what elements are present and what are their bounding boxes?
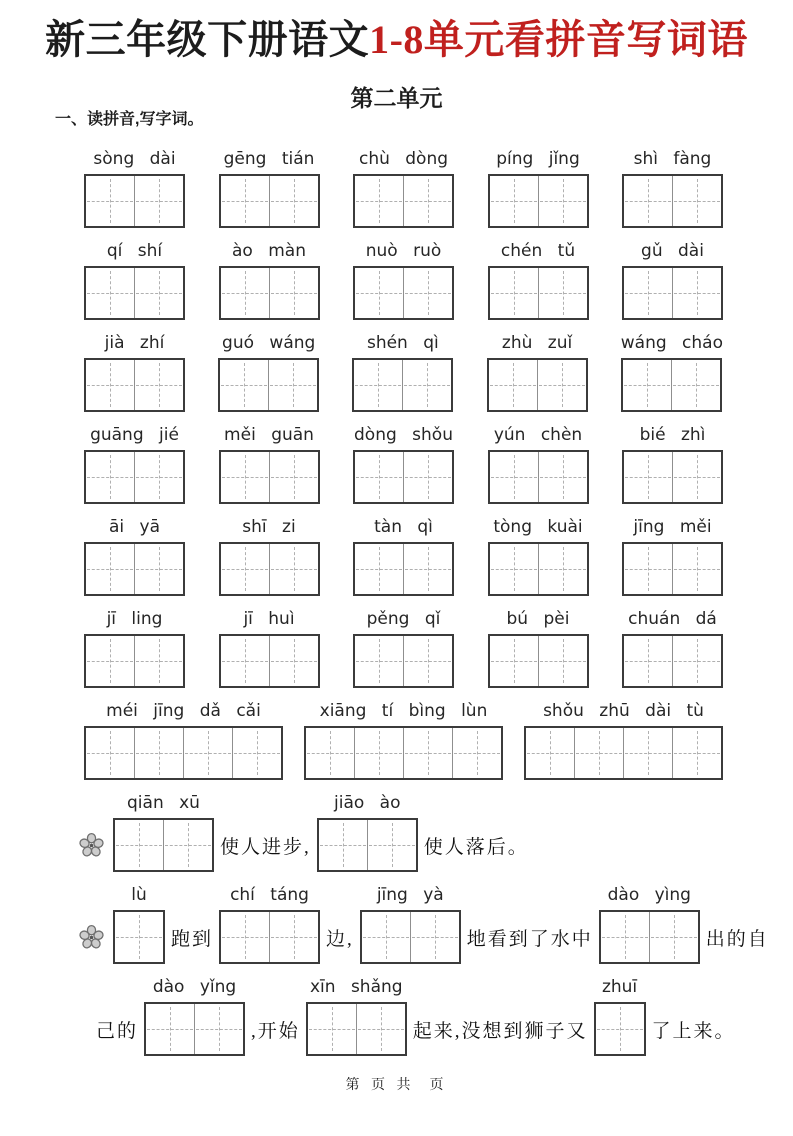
grid-cell [86,544,134,594]
grid-cell [410,912,459,962]
pinyin-label: yún chèn [493,425,583,445]
grid-cell [134,636,183,686]
pinyin-label: xiāng tí bìng lùn [319,701,488,721]
sentence-text: 地看到了水中 [466,928,593,950]
grid-cell [269,268,318,318]
pinyin-label: xīn shǎng [309,977,403,997]
grid-cell [672,544,721,594]
writing-box[interactable] [84,542,185,596]
writing-box[interactable] [622,542,723,596]
pinyin-label: dào yìng [607,885,691,905]
word-item [360,884,461,964]
grid-cell [490,636,538,686]
grid-cell [134,452,183,502]
writing-box[interactable] [219,910,320,964]
grid-cell [221,176,269,226]
grid-cell [269,636,318,686]
word-item [353,608,454,688]
pinyin-label: guāng jié [90,425,179,445]
word-item [317,792,418,872]
writing-box[interactable] [113,910,165,964]
word-item [306,976,407,1056]
sentence-text: 边, [326,928,354,950]
grid-cell [672,728,721,778]
title-main: 新三年级下册语文 [45,17,370,62]
grid-cell [221,544,269,594]
writing-box[interactable] [622,450,723,504]
word-item [219,424,320,504]
word-item [353,240,454,320]
grid-cell [356,1004,405,1054]
grid-cell [134,176,183,226]
grid-cell [268,360,317,410]
writing-box[interactable] [84,266,185,320]
word-item [594,976,646,1056]
grid-cell [354,360,402,410]
pinyin-label: shén qì [366,333,439,353]
grid-cell [672,268,721,318]
pinyin-word-row [84,424,723,504]
grid-cell [362,912,410,962]
writing-box[interactable] [488,266,589,320]
grid-cell [538,452,587,502]
writing-box[interactable] [360,910,461,964]
pinyin-label: shī zi [242,517,296,537]
grid-cell [194,1004,243,1054]
writing-box[interactable] [219,266,320,320]
sentence-text: 己的 [96,1020,139,1042]
word-item [219,240,320,320]
pinyin-label: guó wáng [222,333,316,353]
pinyin-label: jiāo ào [334,793,401,813]
grid-cell [269,912,318,962]
writing-box[interactable] [144,1002,245,1056]
word-item [84,516,185,596]
grid-cell [367,820,416,870]
writing-box[interactable] [317,818,418,872]
flower-icon-graphic [78,924,105,951]
grid-cell [402,360,451,410]
word-item [113,792,214,872]
writing-box[interactable] [622,174,723,228]
writing-box[interactable] [219,634,320,688]
word-item [352,332,453,412]
word-item [622,240,723,320]
grid-cell [232,728,281,778]
grid-cell [220,360,268,410]
writing-box[interactable] [524,726,723,780]
pinyin-word-row-four-char [84,700,723,780]
pinyin-label: qiān xū [127,793,200,813]
grid-cell [672,636,721,686]
pinyin-label: gǔ dài [641,241,704,261]
pinyin-word-row [84,240,723,320]
grid-cell [355,452,403,502]
writing-box[interactable] [306,1002,407,1056]
pinyin-label: nuò ruò [365,241,442,261]
grid-cell [452,728,501,778]
writing-box[interactable] [599,910,700,964]
grid-cell [269,452,318,502]
grid-cell [403,268,452,318]
pinyin-label: píng jǐng [496,149,580,169]
grid-cell [221,912,269,962]
pinyin-word-row [84,516,723,596]
grid-cell [490,452,538,502]
flower-icon-graphic [78,832,105,859]
grid-cell [163,820,212,870]
grid-cell [269,176,318,226]
grid-cell [623,728,672,778]
word-item [304,700,503,780]
word-item [353,424,454,504]
grid-cell [538,636,587,686]
writing-box[interactable] [594,1002,646,1056]
writing-box[interactable] [84,726,283,780]
pinyin-label: wáng cháo [620,333,723,353]
grid-cell [672,452,721,502]
grid-cell [355,176,403,226]
sentence-text: 使人落后。 [423,836,529,858]
grid-cell [355,636,403,686]
writing-box[interactable] [488,634,589,688]
word-item [219,148,320,228]
writing-box[interactable] [352,358,453,412]
grid-cell [403,636,452,686]
pinyin-label: chù dòng [358,149,449,169]
word-item [84,608,185,688]
word-item [622,516,723,596]
grid-cell [355,544,403,594]
grid-cell [146,1004,194,1054]
writing-box[interactable] [84,634,185,688]
pinyin-label: dòng shǒu [354,425,453,445]
sentence-text: 跑到 [171,928,214,950]
grid-cell [115,820,163,870]
pinyin-label: jià zhí [104,333,165,353]
writing-box[interactable] [304,726,503,780]
pinyin-label: shì fàng [633,149,712,169]
grid-cell [596,1004,644,1054]
page-title [0,14,793,66]
word-item [144,976,245,1056]
writing-box[interactable] [622,266,723,320]
pinyin-label: jīng měi [633,517,712,537]
writing-box[interactable] [353,542,454,596]
pinyin-label: shǒu zhū dài tù [543,701,704,721]
word-item [353,148,454,228]
page-footer: 第 页 共 页 [345,1078,448,1093]
grid-cell [489,360,537,410]
writing-box[interactable] [84,358,185,412]
grid-cell [86,636,134,686]
pinyin-label: pěng qǐ [366,609,441,629]
word-item [488,148,589,228]
pinyin-label: zhuī [601,977,638,997]
word-item [599,884,700,964]
grid-cell [526,728,574,778]
grid-cell [574,728,623,778]
grid-cell [86,268,134,318]
pinyin-label: chén tǔ [500,241,576,261]
grid-cell [86,176,134,226]
grid-cell [490,268,538,318]
title-highlight: 1-8单元看拼音写词语 [369,17,748,62]
grid-cell [355,268,403,318]
grid-cell [86,728,134,778]
pinyin-label: tàn qì [374,517,433,537]
grid-cell [183,728,232,778]
writing-box[interactable] [488,450,589,504]
writing-box[interactable] [353,266,454,320]
grid-cell [601,912,649,962]
pinyin-word-row [84,332,723,412]
sentence-text: 了上来。 [651,1020,736,1042]
section-title: 第二单元 [350,86,443,111]
instruction: 一、读拼音,写字词。 [55,111,204,128]
grid-cell [221,452,269,502]
grid-cell [115,912,163,962]
grid-cell [319,820,367,870]
writing-box[interactable] [353,634,454,688]
writing-box[interactable] [84,450,185,504]
sentence-text: ,开始 [251,1020,300,1042]
writing-box[interactable] [353,450,454,504]
grid-cell [308,1004,356,1054]
pinyin-word-grid [0,132,793,780]
grid-cell [269,544,318,594]
word-item [353,516,454,596]
writing-box[interactable] [621,358,722,412]
pinyin-label: bú pèi [506,609,570,629]
pinyin-label: dào yǐng [152,977,237,997]
grid-cell [538,544,587,594]
writing-box[interactable] [218,358,319,412]
grid-cell [623,360,671,410]
flower-icon [78,910,105,964]
grid-cell [624,176,672,226]
sentence-text: 使人进步, [220,836,311,858]
grid-cell [403,452,452,502]
word-item [621,332,723,412]
word-item [84,332,185,412]
grid-cell [403,544,452,594]
grid-cell [134,544,183,594]
sentence-text: 起来,没想到狮子又 [412,1020,588,1042]
word-item [219,884,320,964]
writing-box[interactable] [219,174,320,228]
writing-box[interactable] [84,174,185,228]
writing-box[interactable] [622,634,723,688]
pinyin-word-row [84,148,723,228]
grid-cell [672,176,721,226]
grid-cell [86,360,134,410]
grid-cell [490,544,538,594]
pinyin-label: āi yā [108,517,161,537]
pinyin-label: sòng dài [93,149,176,169]
pinyin-label: gēng tián [223,149,315,169]
grid-cell [134,728,183,778]
grid-cell [671,360,720,410]
word-item [84,148,185,228]
word-item [622,608,723,688]
word-item [113,884,165,964]
word-item [84,424,185,504]
pinyin-label: jīng yà [376,885,444,905]
grid-cell [537,360,586,410]
word-item [84,240,185,320]
writing-box[interactable] [488,542,589,596]
pinyin-label: jī huì [243,609,295,629]
word-item [488,424,589,504]
pinyin-label: zhù zuǐ [501,333,573,353]
sentence-text: 出的自 [705,928,769,950]
grid-cell [221,636,269,686]
word-item [622,424,723,504]
sentence-row-2 [0,884,793,964]
grid-cell [134,268,183,318]
word-item [488,240,589,320]
writing-box[interactable] [353,174,454,228]
writing-box[interactable] [219,542,320,596]
grid-cell [354,728,403,778]
grid-cell [624,452,672,502]
pinyin-label: jī ling [106,609,163,629]
grid-cell [403,728,452,778]
grid-cell [649,912,698,962]
pinyin-label: qí shí [106,241,163,261]
pinyin-label: chuán dá [628,609,717,629]
grid-cell [403,176,452,226]
writing-box[interactable] [488,174,589,228]
pinyin-label: ào màn [232,241,306,261]
pinyin-label: lù [131,885,147,905]
sentence-row-3 [0,976,793,1056]
pinyin-label: bié zhì [639,425,706,445]
pinyin-label: měi guān [224,425,314,445]
grid-cell [538,176,587,226]
writing-box[interactable] [113,818,214,872]
writing-box[interactable] [487,358,588,412]
pinyin-label: chí táng [230,885,309,905]
grid-cell [490,176,538,226]
grid-cell [134,360,183,410]
word-item [84,700,283,780]
section-header-row [0,84,793,132]
word-item [218,332,319,412]
word-item [488,516,589,596]
flower-icon [78,818,105,872]
pinyin-label: méi jīng dǎ cǎi [106,701,261,721]
pinyin-label: tòng kuài [493,517,583,537]
word-item [622,148,723,228]
word-item [488,608,589,688]
grid-cell [624,636,672,686]
grid-cell [306,728,354,778]
word-item [219,516,320,596]
grid-cell [221,268,269,318]
grid-cell [538,268,587,318]
grid-cell [624,268,672,318]
word-item [219,608,320,688]
word-item [487,332,588,412]
writing-box[interactable] [219,450,320,504]
grid-cell [86,452,134,502]
word-item [524,700,723,780]
sentence-row-1 [0,792,793,872]
pinyin-word-row [84,608,723,688]
grid-cell [624,544,672,594]
